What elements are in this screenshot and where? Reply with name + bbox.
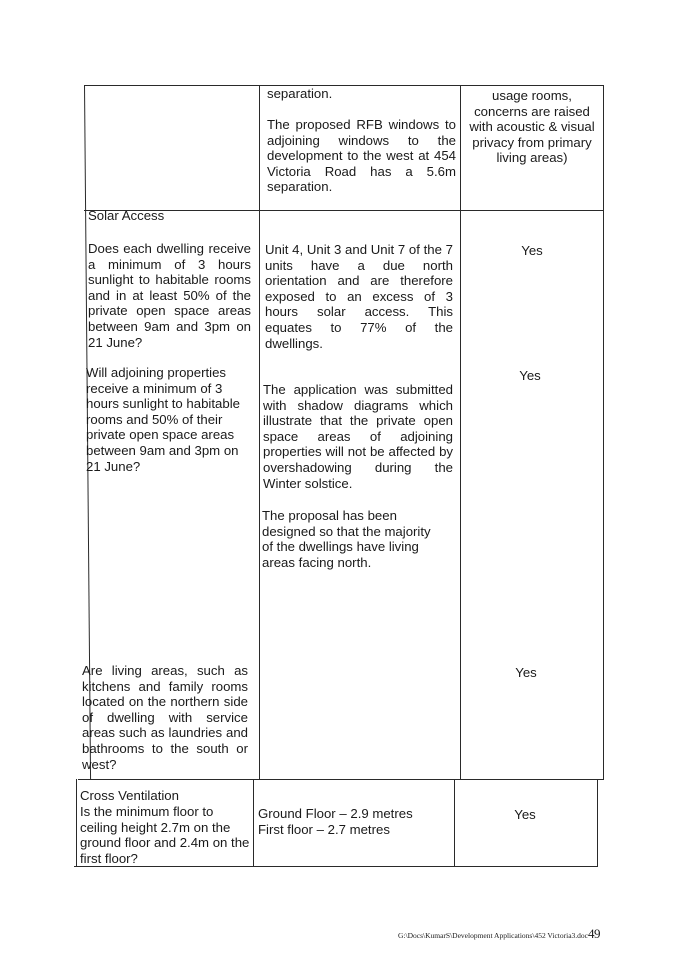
table-border-right <box>597 779 598 866</box>
question-text: Will adjoining properties receive a minimum of 3 hours sunlight to habitable rooms and 50% of their private open space areas between 9am and 3pm on 21 June? <box>86 365 240 474</box>
result-yes: Yes <box>521 243 543 258</box>
table-cell-text: usage rooms, concerns are raised with acoustic & visual privacy from primary living areas) <box>469 88 595 166</box>
result-yes: Yes <box>519 368 541 383</box>
answer-text: Unit 4, Unit 3 and Unit 7 of the 7 units have a due north orientation and are therefore exposed to an excess of 3 hours solar access. This equates to 77% of the dwellings. <box>265 242 453 351</box>
question-text: Are living areas, such as kitchens and family rooms located on the northern side of dwelling with service areas such as laundries and bathrooms to the south or west? <box>82 663 248 772</box>
answer-text: The proposal has been designed so that the majority of the dwellings have living areas facing north. <box>262 508 431 570</box>
table-border-right <box>603 85 604 779</box>
result-yes: Yes <box>514 807 536 822</box>
page-footer <box>398 926 600 942</box>
section-heading-solar-access: Solar Access <box>88 208 165 223</box>
footer-file-path: G:\Docs\KumarS\Development Applications\452 Victoria3.doc <box>398 931 589 940</box>
row-divider <box>78 779 604 780</box>
section-heading-cross-ventilation: Cross Ventilation <box>80 788 179 803</box>
column-divider <box>253 779 254 866</box>
question-text: Is the minimum floor to ceiling height 2.7m on the ground floor and 2.4m on the first floor? <box>80 804 250 866</box>
answer-text: First floor – 2.7 metres <box>258 822 390 837</box>
answer-text: Ground Floor – 2.9 metres <box>258 806 413 821</box>
page-number: 49 <box>588 926 601 941</box>
answer-text: The application was submitted with shadow diagrams which illustrate that the private open space areas of adjoining properties will not be affected by overshadowing during the Winter solstice. <box>263 382 453 491</box>
column-divider <box>259 85 260 779</box>
result-yes: Yes <box>515 665 537 680</box>
table-cell-text: separation. <box>267 86 333 101</box>
question-text: Does each dwelling receive a minimum of 3 hours sunlight to habitable rooms and in at least 50% of the private open space areas between 9am and 3pm on 21 June? <box>88 241 251 350</box>
table-cell-text: The proposed RFB windows to adjoining windows to the development to the west at 454 Victoria Road has a 5.6m separation. <box>267 117 456 195</box>
table-border-left <box>76 779 77 866</box>
